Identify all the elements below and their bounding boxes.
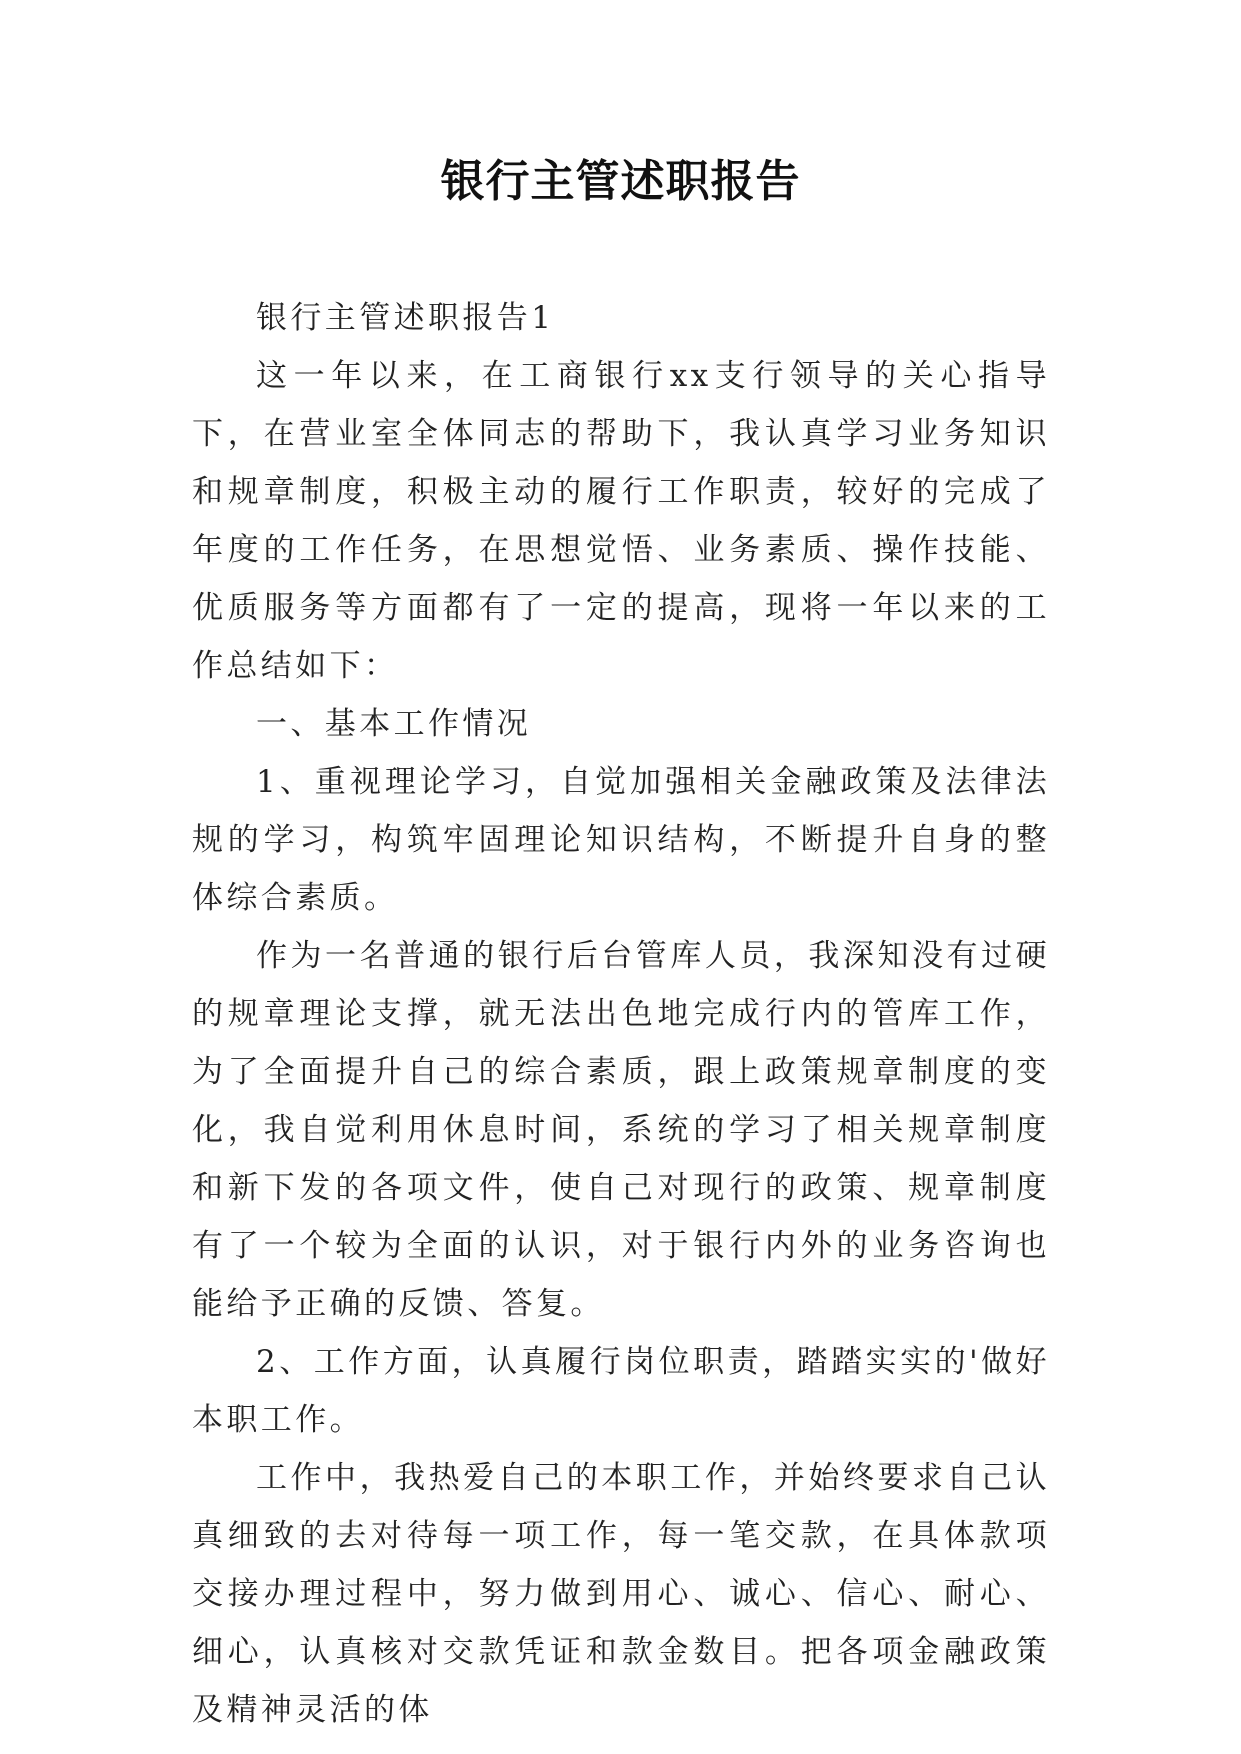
section-heading-basic-work: 一、基本工作情况 bbox=[256, 706, 532, 742]
document-title: 银行主管述职报告 bbox=[440, 156, 801, 207]
study-paragraph: 作为一名普通的银行后台管库人员，我深知没有过硬的规章理论支撑，就无法出色地完成行内的管库工作，为了全面提升自己的综合素质，跟上政策规章制度的变化，我自觉利用休息时间，系统的学习了相关规章制度和新下发的各项文件，使自己对现行的政策、规章制度有了一个较为全面的认识，对于银行内外的业务咨询也能给予正确的反馈、答复。 bbox=[192, 938, 1050, 1322]
point-2-paragraph: 2、工作方面，认真履行岗位职责，踏踏实实的'做好本职工作。 bbox=[192, 1344, 1050, 1438]
document-body bbox=[192, 289, 1050, 1739]
section-heading-report-1: 银行主管述职报告1 bbox=[256, 300, 555, 336]
point-1-paragraph: 1、重视理论学习，自觉加强相关金融政策及法律法规的学习，构筑牢固理论知识结构，不断提升自身的整体综合素质。 bbox=[192, 764, 1050, 916]
work-paragraph: 工作中，我热爱自己的本职工作，并始终要求自己认真细致的去对待每一项工作，每一笔交款，在具体款项交接办理过程中，努力做到用心、诚心、信心、耐心、细心，认真核对交款凭证和款金数目。把各项金融政策及精神灵活的体 bbox=[192, 1460, 1050, 1728]
intro-paragraph: 这一年以来，在工商银行xx支行领导的关心指导下，在营业室全体同志的帮助下，我认真学习业务知识和规章制度，积极主动的履行工作职责，较好的完成了年度的工作任务，在思想觉悟、业务素质、操作技能、优质服务等方面都有了一定的提高，现将一年以来的工作总结如下： bbox=[192, 358, 1050, 684]
